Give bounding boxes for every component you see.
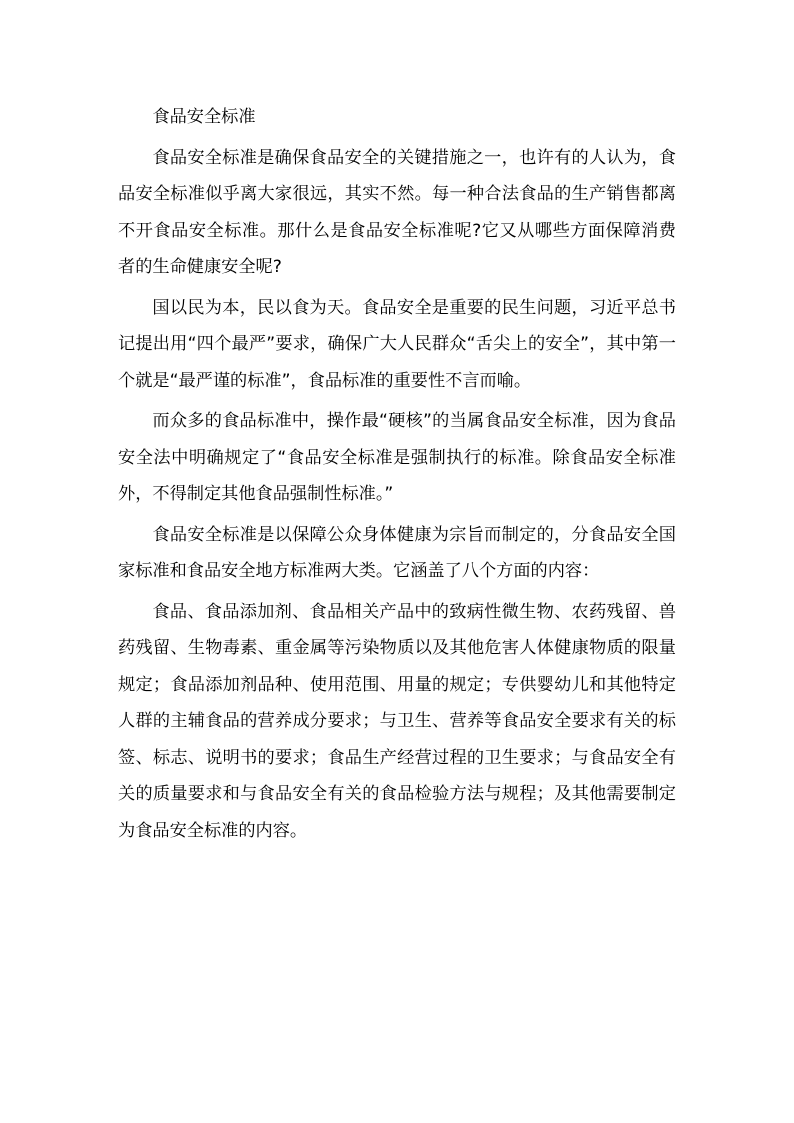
paragraph-categories: 食品安全标准是以保障公众身体健康为宗旨而制定的，分食品安全国家标准和食品安全地方标准两大类。它涵盖了八个方面的内容： <box>118 524 676 581</box>
paragraph-intro: 食品安全标准是确保食品安全的关键措施之一，也许有的人认为，食品安全标准似乎离大家很远，其实不然。每一种合法食品的生产销售都离不开食品安全标准。那什么是食品安全标准呢?它又从哪些方面保障消费者的生命健康安全呢? <box>118 147 676 277</box>
document-title: 食品安全标准 <box>152 107 256 127</box>
paragraph-importance: 国以民为本，民以食为天。食品安全是重要的民生问题，习近平总书记提出用“四个最严”要求，确保广大人民群众“舌尖上的安全”，其中第一个就是“最严谨的标准”，食品标准的重要性不言而喻。 <box>118 297 676 391</box>
paragraph-contents: 食品、食品添加剂、食品相关产品中的致病性微生物、农药残留、兽药残留、生物毒素、重金属等污染物质以及其他危害人体健康物质的限量规定；食品添加剂品种、使用范围、用量的规定；专供婴幼儿和其他特定人群的主辅食品的营养成分要求；与卫生、营养等食品安全要求有关的标签、标志、说明书的要求；食品生产经营过程的卫生要求；与食品安全有关的质量要求和与食品安全有关的食品检验方法与规程；及其他需要制定为食品安全标准的内容。 <box>118 601 676 841</box>
paragraph-mandatory: 而众多的食品标准中，操作最“硬核”的当属食品安全标准，因为食品安全法中明确规定了“食品安全标准是强制执行的标准。除食品安全标准外，不得制定其他食品强制性标准。” <box>118 411 676 504</box>
document-body <box>118 99 676 849</box>
